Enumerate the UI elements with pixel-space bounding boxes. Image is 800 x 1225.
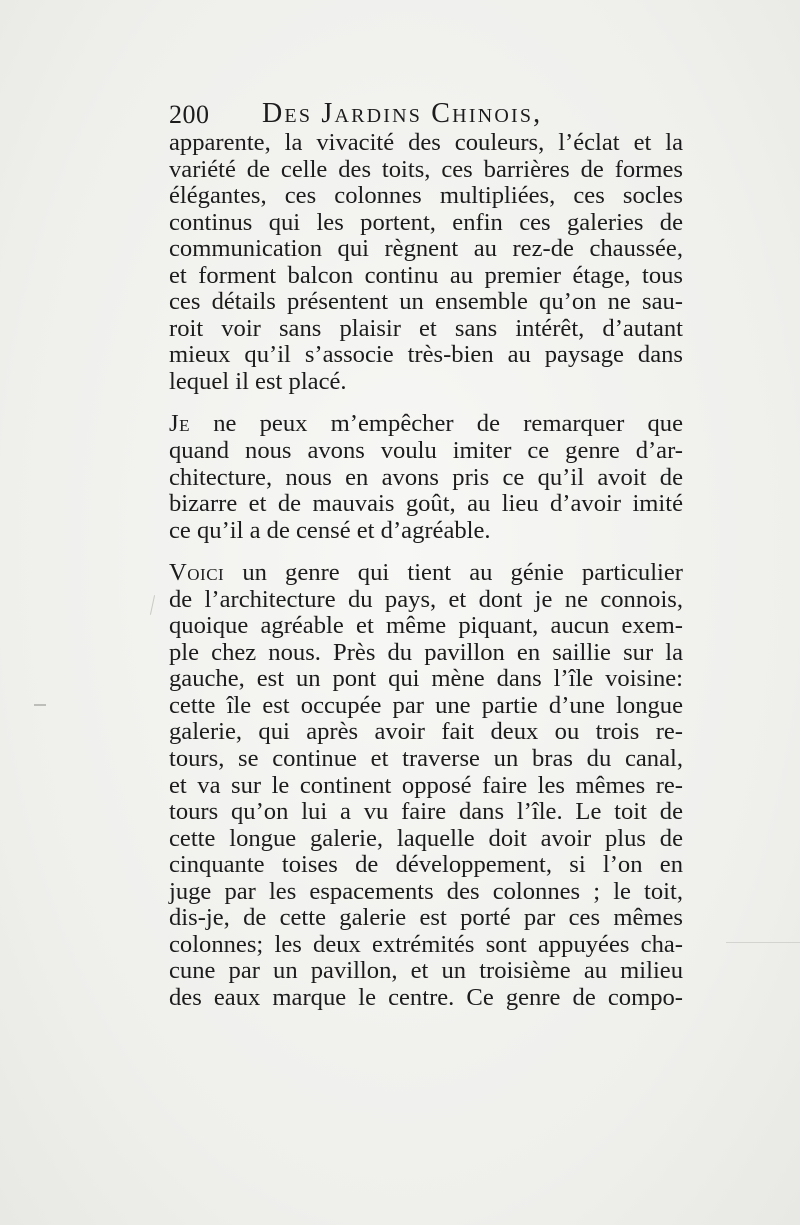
page-number: 200 (169, 100, 210, 129)
margin-mark (150, 595, 155, 615)
text-line-rest: ne peux m’empêcher de remarquer que (189, 410, 683, 438)
text-line: juge par les espacements des colonnes ; le toit, (169, 877, 683, 905)
text-line: et forment balcon continu au premier étage, tous (169, 261, 683, 289)
text-line: quoique agréable et même piquant, aucun exem- (169, 612, 683, 640)
text-line (169, 411, 683, 438)
margin-mark (34, 704, 46, 706)
text-line: colonnes; les deux extrémités sont appuyées cha- (169, 930, 683, 958)
text-line: variété de celle des toits, ces barrières de formes (169, 155, 683, 183)
text-line: continus qui les portent, enfin ces galeries de (169, 208, 683, 236)
text-line: lequel il est placé. (169, 367, 347, 395)
paragraph (169, 560, 683, 1011)
text-line: cune par un pavillon, et un troisième au milieu (169, 957, 683, 985)
text-line: cette longue galerie, laquelle doit avoir plus de (169, 824, 683, 852)
text-line: de l’architecture du pays, et dont je ne connois, (169, 585, 683, 613)
text-line: cette île est occupée par une partie d’une longue (169, 691, 683, 719)
text-line: quand nous avons voulu imiter ce genre d’ar- (169, 437, 683, 465)
text-line: bizarre et de mauvais goût, au lieu d’avoir imité (169, 490, 683, 518)
text-line: ces détails présentent un ensemble qu’on ne sau- (169, 288, 683, 316)
text-line: et va sur le continent opposé faire les mêmes re- (169, 771, 683, 799)
paragraph-lead: Voici (169, 559, 225, 587)
text-line: tours, se continue et traverse un bras du canal, (169, 745, 683, 773)
text-line-rest: un genre qui tient au génie particulier (224, 559, 683, 587)
text-line (169, 560, 683, 587)
body-text (169, 130, 683, 1012)
paragraph-lead: Je (169, 410, 190, 438)
text-line: élégantes, ces colonnes multipliées, ces socles (169, 182, 683, 210)
text-line: ce qu’il a de censé et d’agréable. (169, 516, 491, 544)
text-line: tours qu’on lui a vu faire dans l’île. Le toit de (169, 798, 683, 826)
text-line: ple chez nous. Près du pavillon en saillie sur la (169, 638, 683, 666)
text-line: cinquante toises de développement, si l’on en (169, 851, 683, 879)
text-line: dis-je, de cette galerie est porté par ces mêmes (169, 904, 683, 932)
paragraph (169, 411, 683, 544)
text-line: mieux qu’il s’associe très-bien au paysage dans (169, 341, 683, 369)
text-line: chitecture, nous en avons pris ce qu’il avoit de (169, 463, 683, 491)
paragraph (169, 130, 683, 395)
text-line: gauche, est un pont qui mène dans l’île voisine: (169, 665, 683, 693)
running-title: Des Jardins Chinois, (262, 98, 543, 129)
text-line: des eaux marque le centre. Ce genre de compo- (169, 983, 683, 1011)
text-line: roit voir sans plaisir et sans intérêt, d’autant (169, 314, 683, 342)
text-line: galerie, qui après avoir fait deux ou trois re- (169, 718, 683, 746)
bleed-through-rule (726, 942, 800, 943)
text-line: apparente, la vivacité des couleurs, l’éclat et la (169, 129, 683, 156)
text-line: communication qui règnent au rez-de chaussée, (169, 235, 683, 263)
